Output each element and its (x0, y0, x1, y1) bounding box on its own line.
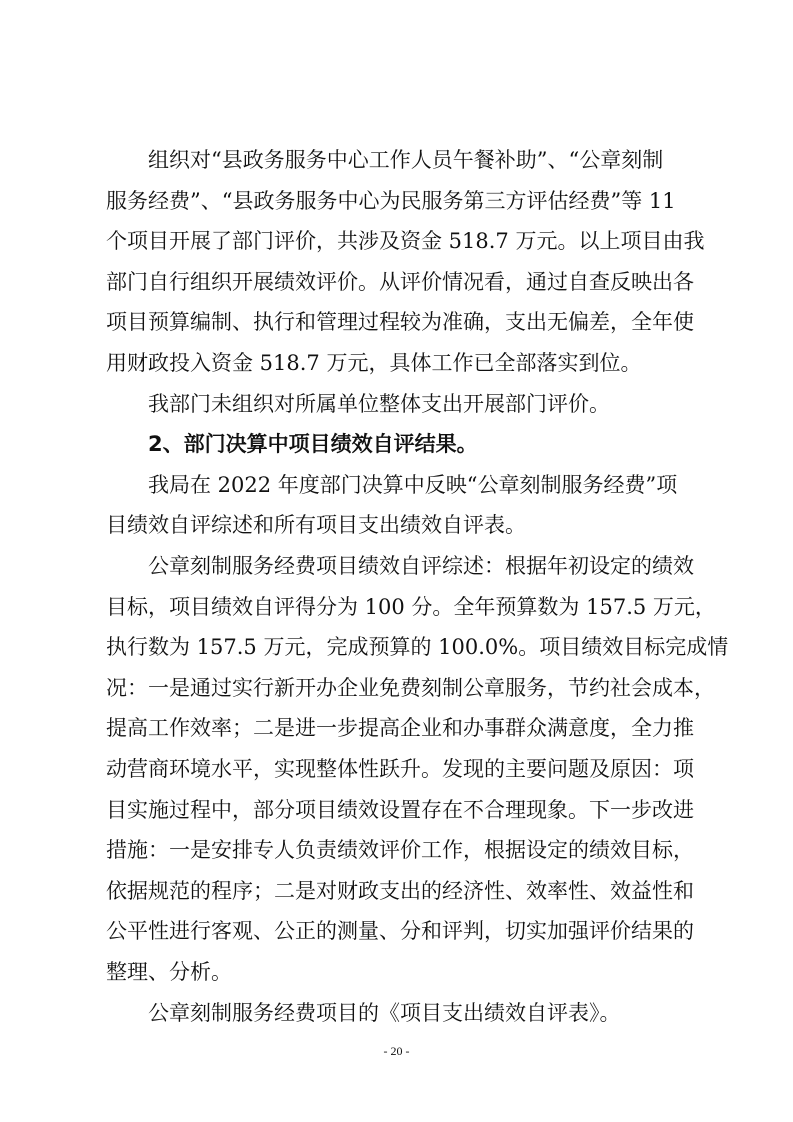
paragraph-4-line-9: 依据规范的程序；二是对财政支出的经济性、效率性、效益性和 (106, 879, 694, 903)
paragraph-5-line-1: 公章刻制服务经费项目的《项目支出绩效自评表》。 (148, 1001, 621, 1025)
paragraph-4-line-7: 目实施过程中，部分项目绩效设置存在不合理现象。下一步改进 (106, 798, 694, 822)
paragraph-4-line-10: 公平性进行客观、公正的测量、分和评判，切实加强评价结果的 (106, 919, 694, 943)
paragraph-3-line-2: 目绩效自评综述和所有项目支出绩效自评表。 (106, 513, 526, 537)
paragraph-4-line-2: 目标，项目绩效自评得分为 100 分。全年预算数为 157.5 万元， (106, 595, 716, 619)
paragraph-1-line-3: 个项目开展了部门评价，共涉及资金 518.7 万元。以上项目由我 (106, 229, 705, 253)
section-heading: 2、部门决算中项目绩效自评结果。 (148, 432, 478, 456)
paragraph-4-line-8: 措施：一是安排专人负责绩效评价工作，根据设定的绩效目标， (106, 838, 694, 862)
paragraph-1-line-5: 项目预算编制、执行和管理过程较为准确，支出无偏差，全年使 (106, 310, 694, 334)
paragraph-1-line-1: 组织对“县政务服务中心工作人员午餐补助”、“公章刻制 (148, 148, 664, 172)
paragraph-4-line-5: 提高工作效率；二是进一步提高企业和办事群众满意度，全力推 (106, 716, 694, 740)
page-number: - 20 - (383, 1044, 410, 1058)
paragraph-1-line-6: 用财政投入资金 518.7 万元，具体工作已全部落实到位。 (106, 351, 642, 375)
paragraph-2-line-1: 我部门未组织对所属单位整体支出开展部门评价。 (148, 392, 610, 416)
paragraph-4-line-6: 动营商环境水平，实现整体性跃升。发现的主要问题及原因：项 (106, 757, 694, 781)
paragraph-4-line-4: 况：一是通过实行新开办企业免费刻制公章服务，节约社会成本， (106, 676, 715, 700)
paragraph-4-line-11: 整理、分析。 (106, 960, 232, 984)
paragraph-1-line-4: 部门自行组织开展绩效评价。从评价情况看，通过自查反映出各 (106, 270, 694, 294)
paragraph-1-line-2: 服务经费”、“县政务服务中心为民服务第三方评估经费”等 11 (106, 189, 676, 213)
paragraph-4-line-1: 公章刻制服务经费项目绩效自评综述：根据年初设定的绩效 (148, 554, 694, 578)
paragraph-3-line-1: 我局在 2022 年度部门决算中反映“公章刻制服务经费”项 (148, 473, 678, 497)
paragraph-4-line-3: 执行数为 157.5 万元，完成预算的 100.0%。项目绩效目标完成情 (106, 635, 729, 659)
